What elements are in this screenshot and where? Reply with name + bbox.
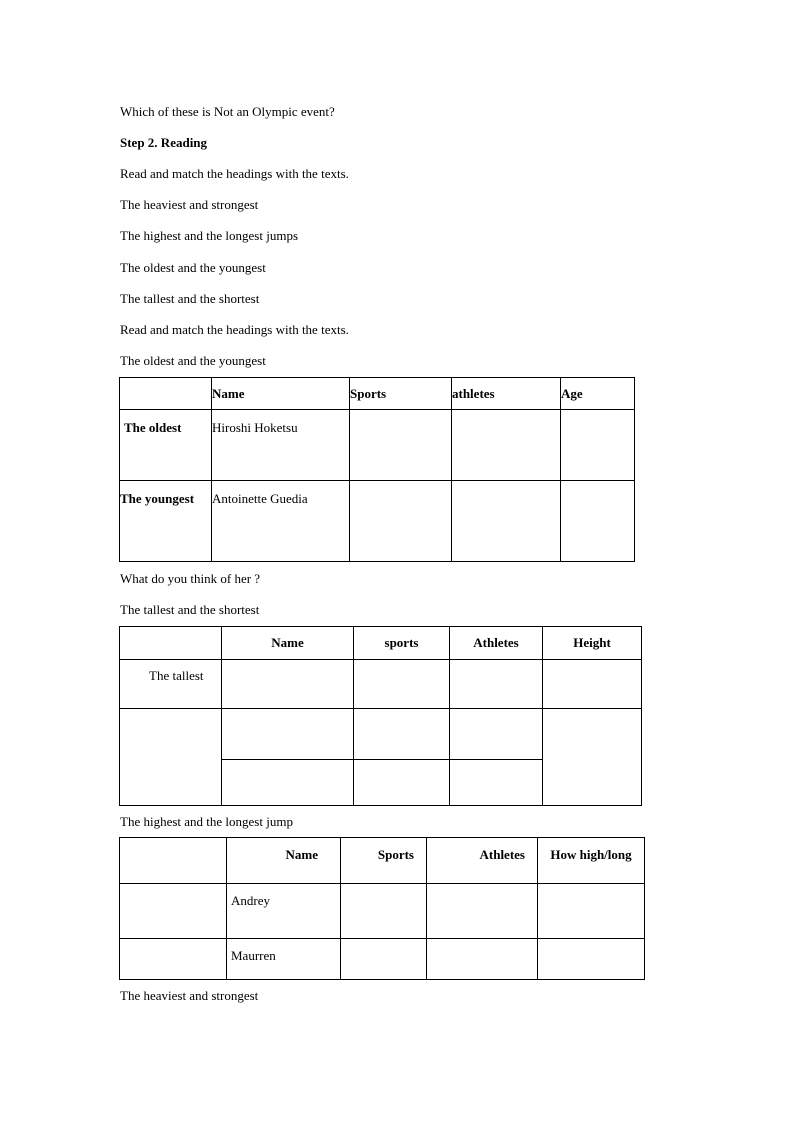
empty-cell — [120, 884, 227, 939]
empty-cell — [120, 378, 212, 410]
step-heading: Step 2. Reading — [120, 135, 208, 150]
empty-cell — [354, 760, 450, 806]
column-header: Height — [543, 627, 642, 660]
row-label: The oldest — [120, 410, 212, 481]
column-header: Age — [561, 378, 635, 410]
name-cell: Maurren — [227, 939, 341, 980]
row-label: The youngest — [120, 481, 212, 562]
column-header: Athletes — [427, 838, 538, 884]
empty-cell — [450, 709, 543, 760]
empty-cell — [341, 939, 427, 980]
column-header: Sports — [350, 378, 452, 410]
empty-cell — [120, 939, 227, 980]
table-row — [120, 939, 645, 980]
empty-cell — [561, 481, 635, 562]
empty-cell — [452, 410, 561, 481]
empty-cell — [543, 660, 642, 709]
empty-cell — [427, 939, 538, 980]
column-header: Sports — [341, 838, 427, 884]
name-cell: Antoinette Guedia — [212, 481, 350, 562]
heading-option: The highest and the longest jumps — [120, 228, 299, 243]
table-row — [120, 660, 642, 709]
section-title: The oldest and the youngest — [120, 353, 266, 368]
column-header: Athletes — [450, 627, 543, 660]
empty-cell — [222, 760, 354, 806]
section-title: The heaviest and strongest — [120, 988, 259, 1003]
empty-cell — [452, 481, 561, 562]
table-oldest-youngest — [119, 377, 635, 562]
section-title: The tallest and the shortest — [120, 602, 260, 617]
empty-cell — [350, 481, 452, 562]
empty-cell — [354, 660, 450, 709]
empty-cell — [538, 884, 645, 939]
section-title: The highest and the longest jump — [120, 814, 293, 829]
empty-cell — [561, 410, 635, 481]
empty-cell — [354, 709, 450, 760]
table-row — [120, 410, 635, 481]
empty-cell — [450, 760, 543, 806]
instruction-text: Read and match the headings with the texts. — [120, 166, 349, 181]
empty-cell — [120, 838, 227, 884]
column-header: sports — [354, 627, 450, 660]
heading-option: The tallest and the shortest — [120, 291, 260, 306]
empty-cell — [450, 660, 543, 709]
table-row — [120, 884, 645, 939]
empty-cell — [427, 884, 538, 939]
column-header: How high/long — [538, 838, 645, 884]
column-header: Name — [227, 838, 341, 884]
column-header: athletes — [452, 378, 561, 410]
column-header: Name — [222, 627, 354, 660]
question-text: What do you think of her ? — [120, 571, 261, 586]
table-highest-longest — [119, 837, 645, 980]
empty-cell — [120, 709, 222, 806]
name-cell: Andrey — [227, 884, 341, 939]
row-label: The tallest — [120, 660, 222, 709]
empty-cell — [341, 884, 427, 939]
column-header: Name — [212, 378, 350, 410]
table-row — [120, 709, 642, 760]
heading-option: The heaviest and strongest — [120, 197, 259, 212]
empty-cell — [350, 410, 452, 481]
table-tallest-shortest — [119, 626, 642, 806]
heading-option: The oldest and the youngest — [120, 260, 266, 275]
table-row — [120, 481, 635, 562]
empty-cell — [538, 939, 645, 980]
empty-cell — [543, 709, 642, 806]
instruction-text: Read and match the headings with the texts. — [120, 322, 349, 337]
name-cell: Hiroshi Hoketsu — [212, 410, 350, 481]
empty-cell — [120, 627, 222, 660]
empty-cell — [222, 709, 354, 760]
question-olympic-event: Which of these is Not an Olympic event? — [120, 104, 335, 119]
empty-cell — [222, 660, 354, 709]
